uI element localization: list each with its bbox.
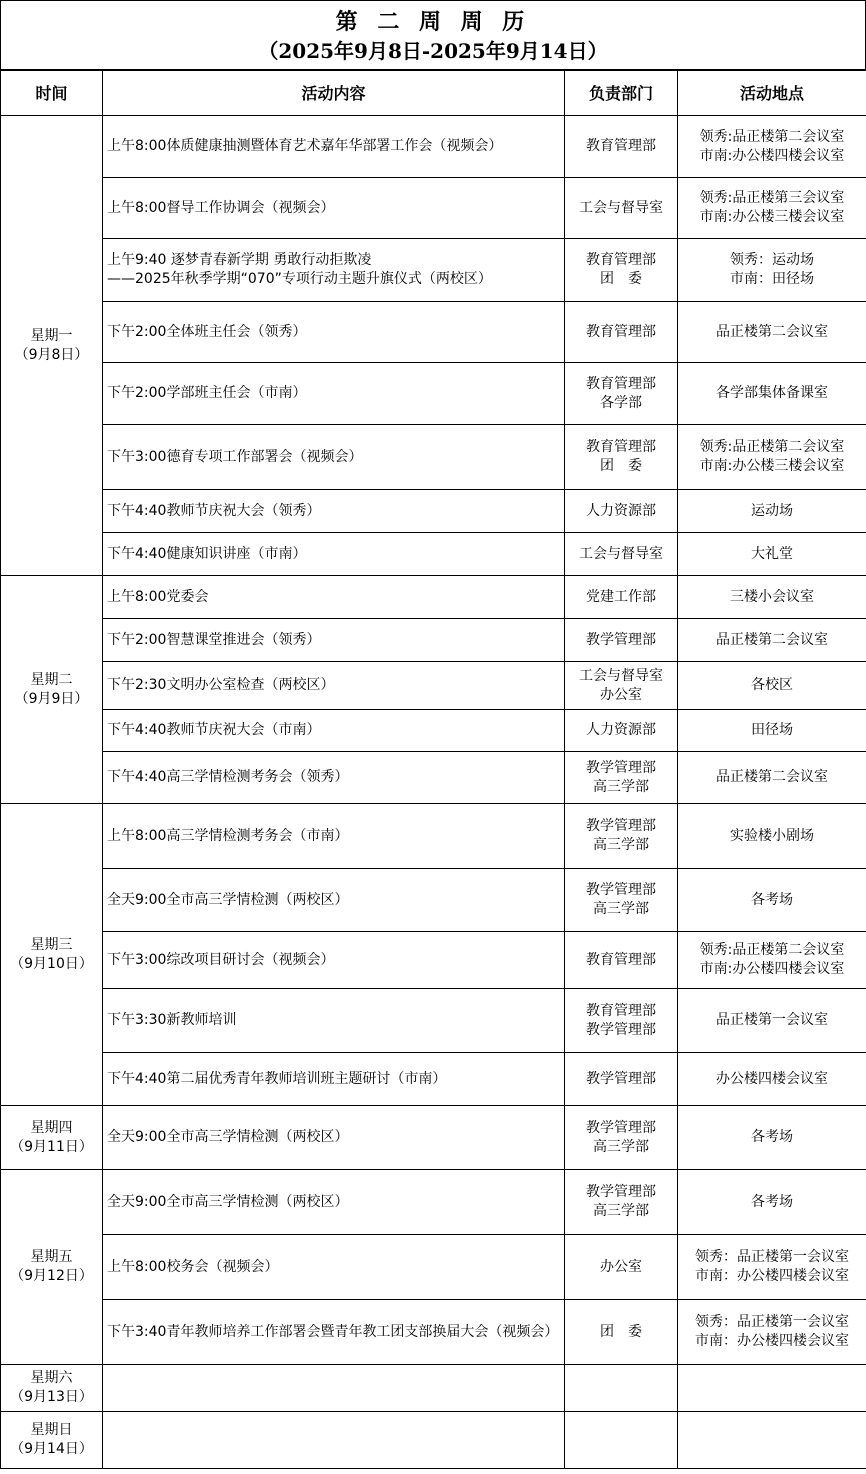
activity-line: 全天9:00全市高三学情检测（两校区） (107, 1129, 349, 1145)
location-line: 品正楼第二会议室 (716, 631, 828, 648)
activity-cell (103, 490, 565, 533)
activity-cell (103, 1106, 565, 1170)
location-line: 三楼小会议室 (730, 588, 814, 605)
department-line: 教学管理部 (586, 1119, 656, 1136)
schedule-table (0, 70, 866, 1469)
department-line: 教育管理部 (586, 375, 656, 392)
department-cell (565, 989, 678, 1053)
department-cell (565, 178, 678, 239)
table-row (1, 869, 866, 932)
location-line: 各校区 (751, 677, 793, 693)
location-line: 品正楼第二会议室 (716, 323, 828, 340)
location-line: 市南:办公楼四楼会议室 (699, 147, 845, 164)
activity-line: ——2025年秋季学期“070”专项行动主题升旗仪式（两校区） (107, 271, 492, 287)
location-cell (678, 1235, 866, 1300)
activity-cell (103, 869, 565, 932)
day-date: （9月9日） (14, 690, 89, 707)
column-header-location: 活动地点 (678, 71, 866, 116)
location-line: 各学部集体备课室 (716, 385, 828, 401)
location-cell (678, 490, 866, 533)
activity-line: 下午4:40高三学情检测考务会（领秀） (107, 769, 349, 785)
department-cell (565, 1412, 678, 1469)
location-cell (678, 576, 866, 619)
activity-line: 上午8:00校务会（视频会） (107, 1258, 279, 1275)
table-row (1, 1300, 866, 1365)
table-row (1, 804, 866, 869)
day-date: （9月14日） (10, 1441, 93, 1457)
department-cell (565, 619, 678, 662)
department-line: 教育管理部 (586, 439, 656, 455)
location-line: 市南:办公楼四楼会议室 (699, 961, 845, 977)
table-row (1, 710, 866, 752)
table-row (1, 116, 866, 178)
location-line: 各考场 (751, 1129, 793, 1145)
activity-line: 下午2:00智慧课堂推进会（领秀） (107, 631, 321, 648)
activity-line: 全天9:00全市高三学情检测（两校区） (107, 1193, 349, 1210)
location-cell (678, 1300, 866, 1365)
day-cell (1, 1106, 103, 1170)
department-cell (565, 710, 678, 752)
department-line: 办公室 (600, 686, 642, 703)
department-line: 教学管理部 (586, 1021, 656, 1038)
department-line: 高三学部 (593, 778, 649, 795)
activity-line: 全天9:00全市高三学情检测（两校区） (107, 891, 349, 908)
department-line: 教育管理部 (586, 323, 656, 340)
activity-line: 上午8:00体质健康抽测暨体育艺术嘉年华部署工作会（视频会） (107, 138, 503, 154)
location-line: 领秀:品正楼第二会议室 (699, 439, 845, 455)
day-cell (1, 804, 103, 1106)
location-line: 市南:办公楼三楼会议室 (699, 458, 845, 474)
schedule-body (1, 116, 866, 1469)
department-cell (565, 302, 678, 363)
header-row (1, 71, 866, 116)
activity-line: 下午3:30新教师培训 (107, 1012, 237, 1028)
activity-line: 上午8:00高三学情检测考务会（市南） (107, 827, 349, 844)
department-line: 团 委 (600, 1323, 642, 1340)
department-line: 工会与督导室 (579, 545, 663, 562)
department-line: 高三学部 (593, 901, 649, 917)
location-cell (678, 1412, 866, 1469)
activity-line: 下午3:00德育专项工作部署会（视频会） (107, 448, 363, 465)
department-line: 办公室 (600, 1258, 642, 1275)
department-cell (565, 752, 678, 804)
day-date: （9月10日） (10, 955, 93, 972)
location-cell (678, 1106, 866, 1170)
location-cell (678, 932, 866, 989)
activity-cell (103, 1412, 565, 1469)
table-row (1, 490, 866, 533)
location-line: 运动场 (751, 502, 793, 519)
location-cell (678, 662, 866, 710)
table-row (1, 1235, 866, 1300)
department-line: 人力资源部 (586, 502, 656, 519)
activity-cell (103, 710, 565, 752)
location-line: 品正楼第一会议室 (716, 1012, 828, 1028)
location-line: 各考场 (751, 891, 793, 908)
location-line: 领秀:品正楼第二会议室 (699, 128, 845, 145)
department-line: 工会与督导室 (579, 199, 663, 216)
table-row (1, 1170, 866, 1235)
activity-line: 上午8:00督导工作协调会（视频会） (107, 199, 335, 216)
location-line: 领秀:品正楼第三会议室 (699, 190, 845, 206)
day-cell (1, 116, 103, 576)
location-cell (678, 869, 866, 932)
location-cell (678, 533, 866, 576)
day-name: 星期一 (30, 327, 73, 344)
location-line: 大礼堂 (751, 545, 793, 562)
department-line: 党建工作部 (586, 588, 656, 605)
day-date: （9月13日） (10, 1389, 93, 1405)
department-cell (565, 1053, 678, 1106)
page-title: 第 二 周 周 历 (335, 9, 531, 35)
activity-cell (103, 239, 565, 302)
location-cell (678, 1053, 866, 1106)
location-cell (678, 302, 866, 363)
activity-cell (103, 302, 565, 363)
activity-line: 上午8:00党委会 (107, 588, 209, 605)
day-name: 星期二 (30, 671, 73, 688)
table-row (1, 989, 866, 1053)
column-header-activity: 活动内容 (103, 71, 565, 116)
location-cell (678, 363, 866, 425)
activity-cell (103, 662, 565, 710)
activity-cell (103, 363, 565, 425)
activity-line: 下午4:40健康知识讲座（市南） (107, 545, 307, 562)
location-line: 领秀:品正楼第二会议室 (699, 942, 845, 958)
department-line: 各学部 (600, 394, 642, 411)
table-row (1, 662, 866, 710)
activity-cell (103, 1170, 565, 1235)
activity-cell (103, 1300, 565, 1365)
column-header-department: 负责部门 (565, 71, 678, 116)
location-line: 办公楼四楼会议室 (716, 1070, 828, 1087)
activity-line: 下午2:00学部班主任会（市南） (107, 385, 307, 401)
department-line: 团 委 (600, 271, 642, 287)
department-cell (565, 1365, 678, 1412)
location-cell (678, 710, 866, 752)
activity-line: 下午4:40第二届优秀青年教师培训班主题研讨（市南） (107, 1070, 447, 1087)
department-cell (565, 239, 678, 302)
table-row (1, 576, 866, 619)
location-line: 品正楼第二会议室 (716, 769, 828, 785)
department-cell (565, 533, 678, 576)
activity-cell (103, 1235, 565, 1300)
location-line: 田径场 (751, 722, 793, 738)
table-row (1, 1412, 866, 1469)
department-line: 教学管理部 (586, 759, 656, 776)
day-date: （9月12日） (10, 1268, 93, 1284)
location-cell (678, 1365, 866, 1412)
activity-cell (103, 178, 565, 239)
table-row (1, 533, 866, 576)
table-row (1, 178, 866, 239)
location-line: 领秀：运动场 (730, 252, 814, 268)
department-line: 高三学部 (593, 837, 649, 853)
department-line: 教育管理部 (586, 252, 656, 268)
department-line: 高三学部 (593, 1138, 649, 1155)
activity-cell (103, 425, 565, 490)
location-line: 市南：田径场 (730, 271, 814, 287)
department-cell (565, 116, 678, 178)
activity-cell (103, 1053, 565, 1106)
location-line: 市南:办公楼三楼会议室 (699, 209, 845, 225)
department-cell (565, 1170, 678, 1235)
location-cell (678, 752, 866, 804)
table-row (1, 363, 866, 425)
activity-cell (103, 804, 565, 869)
location-cell (678, 989, 866, 1053)
department-line: 团 委 (600, 458, 642, 474)
department-line: 教学管理部 (586, 631, 656, 648)
location-line: 实验楼小剧场 (730, 827, 814, 844)
department-cell (565, 363, 678, 425)
location-cell (678, 619, 866, 662)
location-line: 市南：办公楼四楼会议室 (695, 1268, 849, 1284)
day-cell (1, 1170, 103, 1365)
table-row (1, 752, 866, 804)
department-cell (565, 576, 678, 619)
location-line: 领秀：品正楼第一会议室 (695, 1249, 849, 1265)
table-row (1, 932, 866, 989)
activity-cell (103, 619, 565, 662)
location-cell (678, 116, 866, 178)
activity-line: 下午4:40教师节庆祝大会（领秀） (107, 502, 321, 519)
table-row (1, 1365, 866, 1412)
department-cell (565, 490, 678, 533)
activity-cell (103, 533, 565, 576)
activity-cell (103, 989, 565, 1053)
page-subtitle: （2025年9月8日-2025年9月14日） (258, 39, 608, 63)
activity-cell (103, 932, 565, 989)
table-row (1, 1053, 866, 1106)
location-line: 领秀：品正楼第一会议室 (695, 1314, 849, 1330)
location-cell (678, 425, 866, 490)
activity-line: 下午4:40教师节庆祝大会（市南） (107, 722, 321, 738)
department-cell (565, 804, 678, 869)
activity-cell (103, 576, 565, 619)
activity-line: 下午3:00综改项目研讨会（视频会） (107, 951, 335, 968)
day-name: 星期六 (30, 1370, 73, 1386)
activity-cell (103, 752, 565, 804)
department-line: 教学管理部 (586, 818, 656, 834)
department-cell (565, 1106, 678, 1170)
location-line: 各考场 (751, 1193, 793, 1210)
location-cell (678, 239, 866, 302)
department-cell (565, 425, 678, 490)
day-cell (1, 1365, 103, 1412)
department-cell (565, 932, 678, 989)
department-line: 高三学部 (593, 1203, 649, 1219)
location-cell (678, 178, 866, 239)
activity-cell (103, 116, 565, 178)
activity-line: 上午9:40 逐梦青春新学期 勇敢行动拒欺凌 (107, 252, 372, 268)
column-header-time: 时间 (1, 71, 103, 116)
department-cell (565, 1300, 678, 1365)
day-date: （9月8日） (14, 346, 89, 363)
department-line: 教育管理部 (586, 951, 656, 968)
day-name: 星期四 (30, 1119, 73, 1136)
day-date: （9月11日） (10, 1138, 93, 1155)
day-name: 星期五 (30, 1249, 73, 1265)
day-name: 星期日 (30, 1422, 73, 1438)
location-cell (678, 804, 866, 869)
table-row (1, 619, 866, 662)
day-cell (1, 576, 103, 804)
table-row (1, 302, 866, 363)
activity-line: 下午3:40青年教师培养工作部署会暨青年教工团支部换届大会（视频会） (107, 1323, 559, 1340)
department-line: 工会与督导室 (579, 667, 663, 684)
day-cell (1, 1412, 103, 1469)
table-row (1, 1106, 866, 1170)
department-line: 教学管理部 (586, 1184, 656, 1200)
department-line: 教育管理部 (586, 1002, 656, 1019)
location-line: 市南：办公楼四楼会议室 (695, 1333, 849, 1349)
activity-line: 下午2:30文明办公室检查（两校区） (107, 677, 335, 693)
department-cell (565, 662, 678, 710)
title-block (0, 0, 866, 70)
activity-cell (103, 1365, 565, 1412)
activity-line: 下午2:00全体班主任会（领秀） (107, 323, 307, 340)
department-line: 教学管理部 (586, 882, 656, 898)
department-line: 教学管理部 (586, 1070, 656, 1087)
table-row (1, 425, 866, 490)
department-cell (565, 1235, 678, 1300)
day-name: 星期三 (30, 936, 73, 953)
department-line: 人力资源部 (586, 722, 656, 738)
table-row (1, 239, 866, 302)
department-line: 教育管理部 (586, 138, 656, 154)
department-cell (565, 869, 678, 932)
location-cell (678, 1170, 866, 1235)
